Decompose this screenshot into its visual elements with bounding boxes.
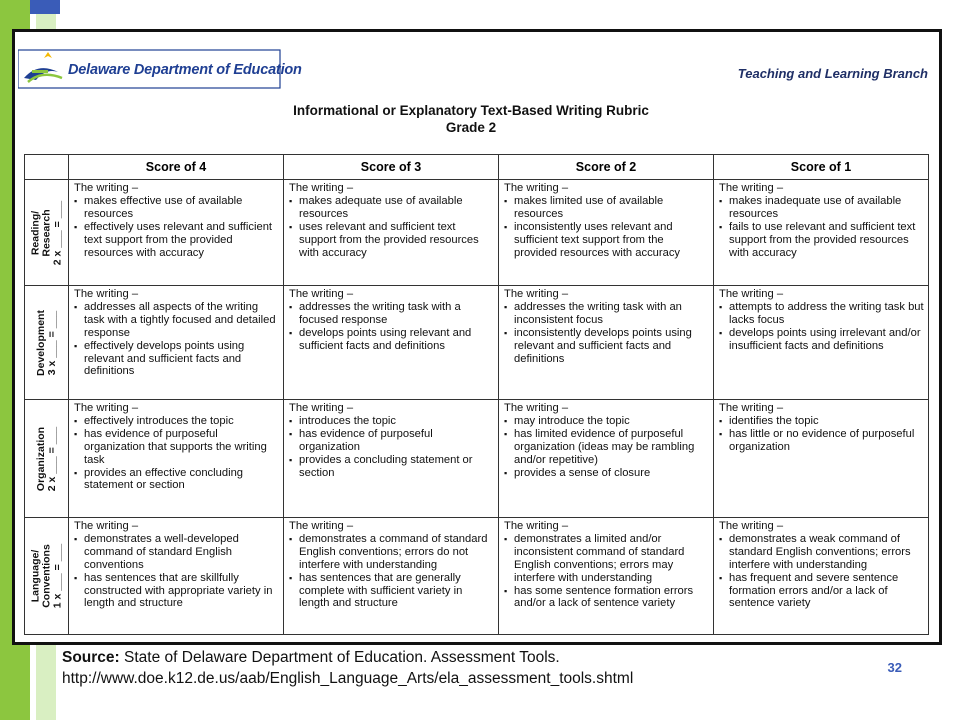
rubric-cell <box>499 400 714 518</box>
rubric-cell <box>714 518 929 635</box>
logo-text: Delaware Department of Education <box>68 62 302 78</box>
rubric-cell <box>499 180 714 286</box>
criteria-item: ▪ has evidence of purposeful organization that supports the writing task <box>84 428 279 467</box>
criteria-item: ▪ makes effective use of available resources <box>84 195 279 221</box>
rubric-cell <box>69 400 284 518</box>
criteria-item: ▪ develops points using irrelevant and/or insufficient facts and definitions <box>729 327 924 353</box>
criteria-item: ▪ has little or no evidence of purposeful organization <box>729 428 924 454</box>
criteria-list <box>74 533 279 610</box>
criteria-item: ▪ uses relevant and sufficient text support from the provided resources with accuracy <box>299 221 494 260</box>
criteria-item: ▪ demonstrates a limited and/or inconsistent command of standard English conventions; errors may interfere with understanding <box>514 533 709 585</box>
criteria-item: ▪ demonstrates a well-developed command of standard English conventions <box>84 533 279 572</box>
criteria-list <box>504 301 709 366</box>
column-header: Score of 2 <box>499 155 714 180</box>
cell-intro: The writing – <box>289 288 354 300</box>
criteria-item: ▪ introduces the topic <box>299 415 494 428</box>
category-line: 2 x ___ = ___ <box>51 200 63 265</box>
criteria-item: ▪ effectively introduces the topic <box>84 415 279 428</box>
criteria-list <box>719 533 924 610</box>
row-category-cell <box>25 286 69 400</box>
criteria-list <box>289 195 494 260</box>
category-line: Reading/ <box>29 210 41 255</box>
cell-intro: The writing – <box>504 402 569 414</box>
source-citation <box>62 647 862 689</box>
criteria-list <box>74 301 279 378</box>
column-header: Score of 3 <box>284 155 499 180</box>
cell-intro: The writing – <box>719 288 784 300</box>
source-text: State of Delaware Department of Education. Assessment Tools. <box>119 649 560 666</box>
page-number: 32 <box>887 660 902 675</box>
rubric-cell <box>69 286 284 400</box>
category-line: 3 x ___ = ___ <box>45 310 58 375</box>
criteria-list <box>289 533 494 610</box>
criteria-list <box>719 301 924 353</box>
criteria-item: ▪ has frequent and severe sentence formation errors and/or a lack of sentence variety <box>729 572 924 611</box>
table-row <box>25 180 929 286</box>
criteria-item: ▪ addresses the writing task with an inconsistent focus <box>514 301 709 327</box>
rubric-cell <box>284 400 499 518</box>
cell-intro: The writing – <box>504 520 569 532</box>
criteria-list <box>504 415 709 480</box>
criteria-item: ▪ addresses all aspects of the writing task with a tightly focused and detailed response <box>84 301 279 340</box>
criteria-item: ▪ identifies the topic <box>729 415 924 428</box>
category-line: Language/ <box>29 549 41 603</box>
cell-intro: The writing – <box>74 520 139 532</box>
category-line: Research <box>40 208 52 257</box>
criteria-item: ▪ has some sentence formation errors and/or a lack of sentence variety <box>514 585 709 611</box>
rubric-cell <box>284 180 499 286</box>
header-blank <box>25 155 69 180</box>
criteria-item: ▪ provides an effective concluding statement or section <box>84 467 279 493</box>
criteria-list <box>289 301 494 353</box>
cell-intro: The writing – <box>289 520 354 532</box>
criteria-item: ▪ effectively develops points using relevant and sufficient facts and definitions <box>84 340 279 379</box>
criteria-item: ▪ addresses the writing task with a focused response <box>299 301 494 327</box>
rubric-cell <box>499 518 714 635</box>
table-row <box>25 286 929 400</box>
cell-intro: The writing – <box>289 182 354 194</box>
row-category-cell <box>25 180 69 286</box>
source-label: Source: <box>62 649 120 666</box>
row-category-label <box>36 310 58 376</box>
cell-intro: The writing – <box>74 402 139 414</box>
table-header-row <box>25 155 929 180</box>
criteria-item: ▪ develops points using relevant and sufficient facts and definitions <box>299 327 494 353</box>
rubric-cell <box>714 400 929 518</box>
table-row <box>25 400 929 518</box>
criteria-item: ▪ makes limited use of available resources <box>514 195 709 221</box>
cell-intro: The writing – <box>719 402 784 414</box>
criteria-item: ▪ fails to use relevant and sufficient text support from the provided resources with accuracy <box>729 221 924 260</box>
row-category-label <box>30 200 63 265</box>
criteria-item: ▪ effectively uses relevant and sufficient text support from the provided resources with accuracy <box>84 221 279 260</box>
rubric-cell <box>69 518 284 635</box>
criteria-item: ▪ makes adequate use of available resources <box>299 195 494 221</box>
rubric-cell <box>714 180 929 286</box>
cell-intro: The writing – <box>719 520 784 532</box>
rubric-title-line1: Informational or Explanatory Text-Based Writing Rubric <box>293 103 649 118</box>
cell-intro: The writing – <box>504 288 569 300</box>
cell-intro: The writing – <box>74 288 139 300</box>
criteria-list <box>719 415 924 454</box>
rubric-cell <box>714 286 929 400</box>
criteria-item: ▪ provides a concluding statement or section <box>299 454 494 480</box>
criteria-item: ▪ inconsistently uses relevant and sufficient text support from the provided resources with accuracy <box>514 221 709 260</box>
criteria-list <box>289 415 494 480</box>
criteria-list <box>74 415 279 492</box>
criteria-item: ▪ has limited evidence of purposeful organization (ideas may be rambling and/or repetitive) <box>514 428 709 467</box>
cell-intro: The writing – <box>289 402 354 414</box>
criteria-item: ▪ has evidence of purposeful organization <box>299 428 494 454</box>
source-url: http://www.doe.k12.de.us/aab/English_Language_Arts/ela_assessment_tools.shtml <box>62 670 634 687</box>
criteria-list <box>504 533 709 610</box>
category-line: Conventions <box>40 544 52 608</box>
cell-intro: The writing – <box>719 182 784 194</box>
criteria-list <box>74 195 279 260</box>
category-line: Development <box>34 309 47 376</box>
top-accent-block <box>30 0 60 14</box>
criteria-item: ▪ demonstrates a command of standard English conventions; errors do not interfere with understanding <box>299 533 494 572</box>
column-header: Score of 1 <box>714 155 929 180</box>
row-category-cell <box>25 518 69 635</box>
category-line: 1 x ___ = ___ <box>51 543 63 609</box>
criteria-item: ▪ provides a sense of closure <box>514 467 709 480</box>
rubric-cell <box>69 180 284 286</box>
table-row <box>25 518 929 635</box>
branch-title: Teaching and Learning Branch <box>737 66 928 81</box>
rubric-cell <box>284 518 499 635</box>
criteria-list <box>504 195 709 260</box>
rubric-cell <box>499 286 714 400</box>
criteria-item: ▪ makes inadequate use of available resources <box>729 195 924 221</box>
criteria-item: ▪ inconsistently develops points using relevant and sufficient facts and definitions <box>514 327 709 366</box>
category-line: 2 x ___ = ___ <box>45 426 58 491</box>
row-category-label <box>30 544 63 609</box>
criteria-item: ▪ demonstrates a weak command of standard English conventions; errors interfere with understanding <box>729 533 924 572</box>
criteria-list <box>719 195 924 260</box>
rubric-table <box>24 154 929 635</box>
row-category-label <box>36 426 58 491</box>
column-header: Score of 4 <box>69 155 284 180</box>
rubric-title <box>0 102 960 136</box>
cell-intro: The writing – <box>74 182 139 194</box>
rubric-cell <box>284 286 499 400</box>
category-line: Organization <box>34 426 47 491</box>
criteria-item: ▪ has sentences that are generally complete with sufficient variety in length and structure <box>299 572 494 611</box>
rubric-grade: Grade 2 <box>445 120 497 135</box>
criteria-item: ▪ may introduce the topic <box>514 415 709 428</box>
criteria-item: ▪ attempts to address the writing task but lacks focus <box>729 301 924 327</box>
criteria-item: ▪ has sentences that are skillfully constructed with appropriate variety in length and structure <box>84 572 279 611</box>
cell-intro: The writing – <box>504 182 569 194</box>
row-category-cell <box>25 400 69 518</box>
